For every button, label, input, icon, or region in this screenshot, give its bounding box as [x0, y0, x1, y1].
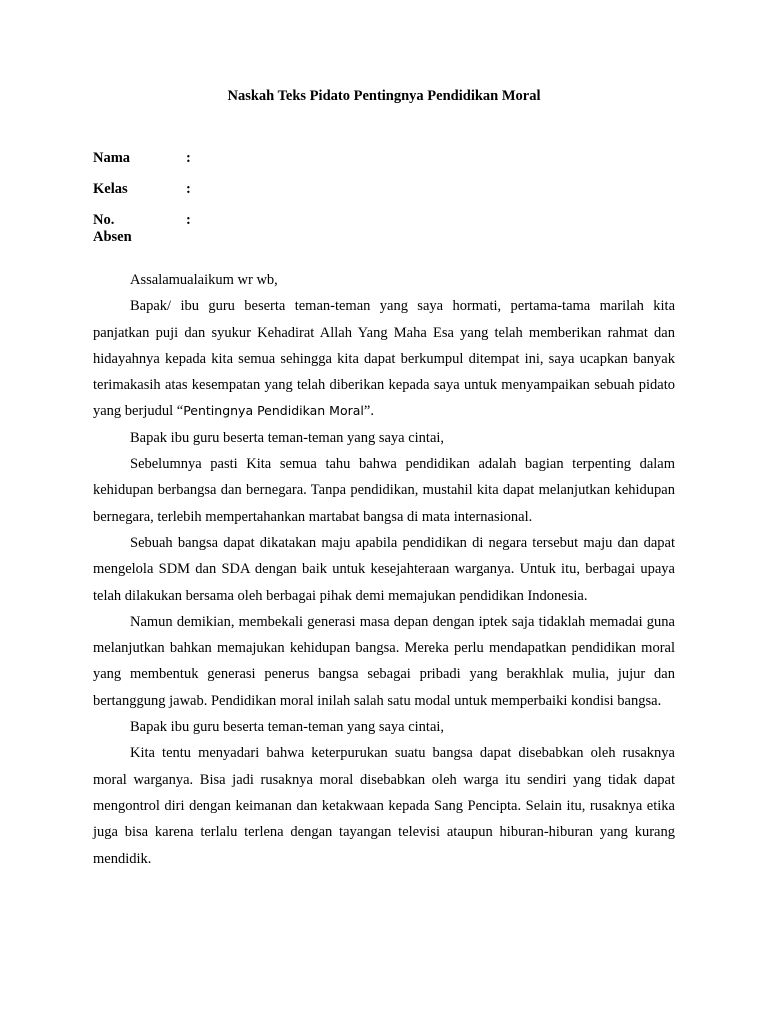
identity-label: Nama [93, 150, 131, 166]
paragraph-body-2: Sebuah bangsa dapat dikatakan maju apabila pendidikan di negara tersebut maju dan dapat mengelola SDM dan SDA dengan baik untuk kesejahteraan warganya. Untuk itu, berbagai upaya telah dilakukan bersama oleh berbagai pihak demi memajukan pendidikan Indonesia. [93, 534, 675, 604]
paragraph-opening-text: Bapak/ ibu guru beserta teman-teman yang saya hormati, pertama-tama marilah kita panjatkan puji dan syukur Kehadirat Allah Yang Maha Esa yang telah memberikan rahmat dan hidayahnya kepada kita semua sehingga kita dapat berkumpul ditempat ini, saya ucapkan banyak terimakasih atas kesempatan yang telah diberikan kepada saya untuk menyampaikan sebuah pidato yang berjudul “ [93, 298, 675, 420]
paragraph-opening [93, 293, 675, 424]
identity-label: No. Absen [93, 212, 132, 245]
identity-colon: : [186, 150, 191, 166]
document-title: Naskah Teks Pidato Pentingnya Pendidikan Moral [227, 88, 541, 104]
speech-title-close: ”. [363, 403, 374, 420]
speech-body [93, 267, 675, 872]
paragraph-greeting: Assalamualaikum wr wb, [130, 272, 278, 288]
paragraph-address-2: Bapak ibu guru beserta teman-teman yang saya cintai, [130, 719, 445, 736]
identity-colon: : [186, 212, 191, 228]
paragraph-body-4: Kita tentu menyadari bahwa keterpurukan suatu bangsa dapat disebabkan oleh rusaknya moral warganya. Bisa jadi rusaknya moral disebabkan oleh warga itu sendiri yang tidak dapat mengontrol diri dengan keimanan dan ketakwaan kepada Sang Pencipta. Selain itu, rusaknya etika juga bisa karena terlalu terlena dengan tayangan televisi ataupun hiburan-hiburan yang kurang mendidik. [93, 745, 675, 867]
paragraph-body-1: Sebelumnya pasti Kita semua tahu bahwa pendidikan adalah bagian terpenting dalam kehidupan berbangsa dan bernegara. Tanpa pendidikan, mustahil kita dapat melanjutkan kehidupan bernegara, terlebih mempertahankan martabat bangsa di mata internasional. [93, 456, 675, 525]
paragraph-address-1: Bapak ibu guru beserta teman-teman yang saya cintai, [130, 429, 445, 446]
paragraph-body-3: Namun demikian, membekali generasi masa depan dengan iptek saja tidaklah memadai guna melanjutkan bahkan memajukan kehidupan bangsa. Mereka perlu mendapatkan pendidikan moral yang membentuk generasi penerus bangsa sebagai pribadi yang berakhlak mulia, jujur dan bertanggung jawab. Pendidikan moral inilah salah satu modal untuk memperbaiki kondisi bangsa. [93, 613, 675, 709]
identity-colon: : [186, 181, 191, 197]
identity-label: Kelas [93, 181, 128, 197]
speech-title-inline: Pentingnya Pendidikan Moral [183, 403, 364, 419]
